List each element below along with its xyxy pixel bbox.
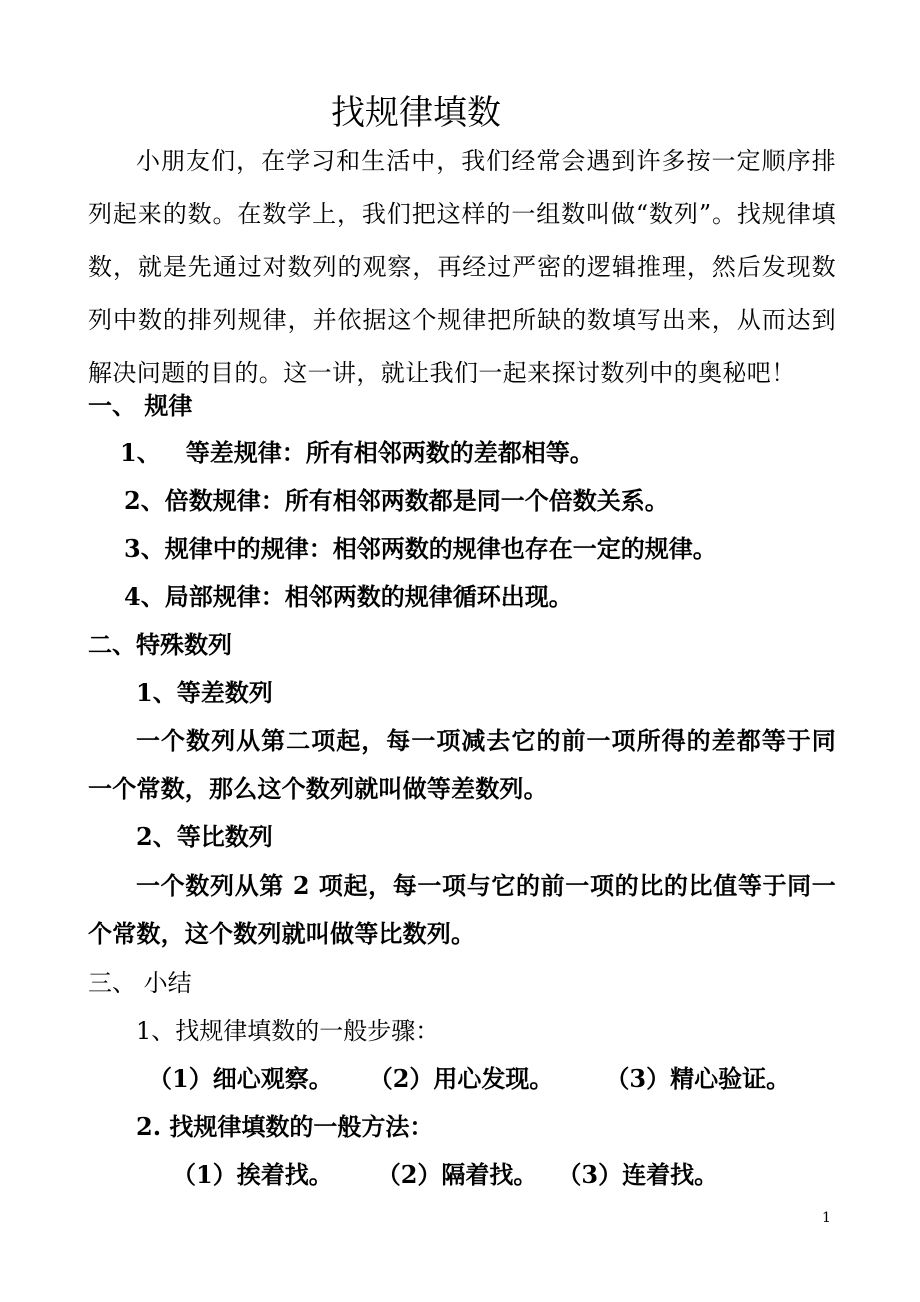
methods-list	[172, 1158, 718, 1192]
methods-title: 2. 找规律填数的一般方法：	[136, 1112, 434, 1141]
method-item: （3）连着找。	[557, 1160, 719, 1189]
step-item: （1）细心观察。	[148, 1064, 333, 1093]
section-1-heading: 一、 规律	[88, 391, 193, 420]
intro-paragraph: 小朋友们，在学习和生活中，我们经常会遇到许多按一定顺序排列起来的数。在数学上，我们把这样的一组数叫做“数列”。找规律填数，就是先通过对数列的观察，再经过严密的逻辑推理，然后发现数列中数的排列规律，并依据这个规律把所缺的数填写出来，从而达到解决问题的目的。这一讲，就让我们一起来探讨数列中的奥秘吧！	[88, 147, 836, 387]
section-3-heading: 三、 小结	[88, 969, 192, 997]
rule-item-3: 3、规律中的规律：相邻两数的规律也存在一定的规律。	[124, 534, 717, 563]
section-2-heading: 二、特殊数列	[88, 630, 232, 659]
page-number: 1	[822, 1210, 831, 1226]
rule-item-2: 2、倍数规律：所有相邻两数都是同一个倍数关系。	[124, 486, 669, 515]
method-item: （2）隔着找。	[376, 1160, 538, 1189]
geometric-sequence-title: 2、等比数列	[136, 822, 273, 851]
step-item: （3）精心验证。	[605, 1064, 791, 1093]
step-item: （2）用心发现。	[368, 1064, 554, 1093]
arithmetic-sequence-definition: 一个数列从第二项起，每一项减去它的前一项所得的差都等于同一个常数，那么这个数列就叫做等差数列。	[88, 726, 836, 803]
arithmetic-sequence-title: 1、等差数列	[136, 678, 273, 707]
geometric-sequence-definition: 一个数列从第 2 项起，每一项与它的前一项的比的比值等于同一个常数，这个数列就叫做等比数列。	[88, 871, 836, 948]
page-title: 找规律填数	[331, 93, 501, 133]
steps-list	[148, 1062, 790, 1096]
rule-item-4: 4、局部规律：相邻两数的规律循环出现。	[124, 582, 573, 611]
method-item: （1）挨着找。	[172, 1160, 333, 1189]
rule-item-1: 1、 等差规律：所有相邻两数的差都相等。	[120, 438, 594, 467]
steps-title: 1、找规律填数的一般步骤：	[136, 1017, 440, 1045]
